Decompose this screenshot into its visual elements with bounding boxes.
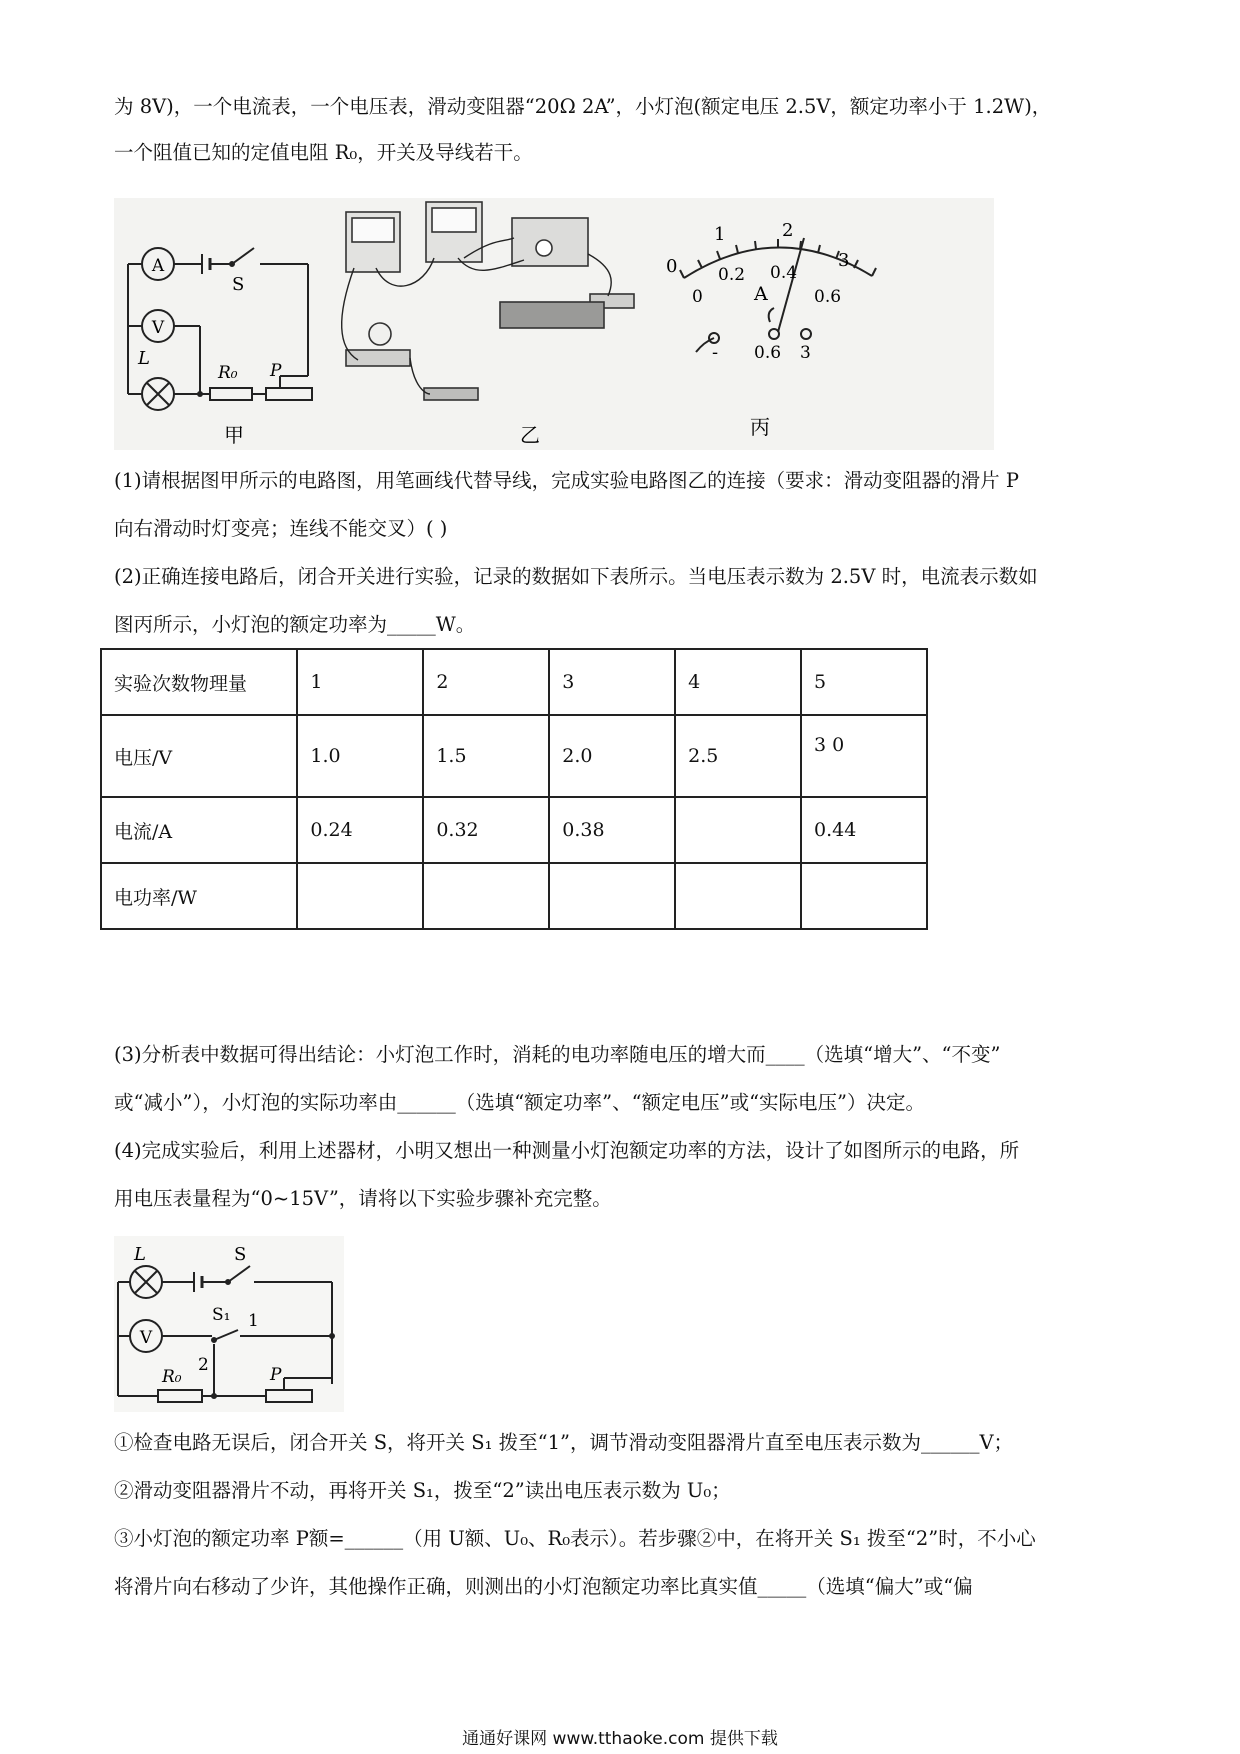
fig-q4-pos1-label: 1	[248, 1311, 259, 1331]
figure-strip	[114, 198, 994, 450]
fig-jia-switch-label: S	[232, 274, 245, 295]
dial-outer-1: 1	[714, 224, 726, 245]
step-2: ②滑动变阻器滑片不动，再将开关 S₁，拨至“2”读出电压表示数为 U₀；	[114, 1479, 731, 1502]
table-cell: 3 0	[801, 715, 927, 797]
fig-q4-lamp-label: L	[134, 1244, 146, 1265]
step-1: ①检查电路无误后，闭合开关 S，将开关 S₁ 拨至“1”，调节滑动变阻器滑片直至电压表示数为______V；	[114, 1431, 1014, 1454]
table-cell	[423, 863, 549, 929]
dial-outer-0: 0	[666, 256, 678, 277]
fig-jia-voltmeter-label: V	[151, 318, 165, 338]
table-cell: 4	[675, 649, 801, 715]
terminal-06: 0.6	[754, 343, 782, 363]
q4-line-2: 用电压表量程为“0~15V”，请将以下实验步骤补充完整。	[114, 1187, 612, 1210]
table-cell	[675, 797, 801, 863]
table-cell	[297, 863, 423, 929]
fig-q4-switch-label: S	[234, 1244, 247, 1265]
table-cell: 3	[549, 649, 675, 715]
q4-line-1: (4)完成实验后，利用上述器材，小明又想出一种测量小灯泡额定功率的方法，设计了如图所示的电路，所	[114, 1139, 1020, 1162]
table-cell: 2.0	[549, 715, 675, 797]
fig-jia-lamp-label: L	[138, 348, 150, 369]
dial-outer-3: 3	[838, 250, 850, 271]
resistor-device	[424, 388, 478, 400]
table-row	[101, 797, 927, 863]
q2-line-1: (2)正确连接电路后，闭合开关进行实验，记录的数据如下表所示。当电压表示数为 2.5V 时，电流表示数如	[114, 565, 1038, 588]
dial-unit: A	[754, 283, 768, 305]
table-cell: 电功率/W	[101, 863, 297, 929]
fig-jia-caption: 甲	[224, 423, 244, 447]
q2-line-2: 图丙所示，小灯泡的额定功率为_____W。	[114, 613, 476, 636]
fig-q4-pos2-label: 2	[198, 1355, 209, 1375]
fig-bing-caption: 丙	[750, 415, 770, 439]
terminal-minus: -	[712, 342, 719, 363]
q1-line-2: 向右滑动时灯变亮；连线不能交叉）( )	[114, 517, 448, 540]
fig-jia-slider-label: P	[270, 361, 282, 381]
table-cell: 5	[801, 649, 927, 715]
fig-jia-ammeter-label: A	[151, 256, 165, 276]
step-3-line-1: ③小灯泡的额定功率 P额=______（用 U额、U₀、R₀表示）。若步骤②中，在将开关 S₁ 拨至“2”时，不小心	[114, 1527, 1036, 1550]
bulb-icon	[369, 323, 391, 345]
data-table	[100, 648, 928, 930]
intro-line-1: 为 8V)，一个电流表，一个电压表，滑动变阻器“20Ω 2A”，小灯泡(额定电压 2.5V，额定功率小于 1.2W)，	[114, 95, 1052, 118]
table-row	[101, 715, 927, 797]
fig-q4-switch2-label: S₁	[212, 1305, 231, 1325]
fig-jia-resistor-label: R₀	[218, 363, 238, 383]
dial-inner-2: 0.4	[770, 263, 798, 283]
fig-q4-slider-label: P	[270, 1365, 282, 1385]
table-cell: 0.44	[801, 797, 927, 863]
table-cell	[549, 863, 675, 929]
fig-yi-caption: 乙	[520, 423, 540, 447]
step-3-line-2: 将滑片向右移动了少许，其他操作正确，则测出的小灯泡额定功率比真实值_____（选填“偏大”或“偏	[114, 1575, 973, 1598]
q3-line-1: (3)分析表中数据可得出结论：小灯泡工作时，消耗的电功率随电压的增大而____（选填“增大”、“不变”	[114, 1043, 1001, 1066]
table-cell: 1.5	[423, 715, 549, 797]
dial-inner-1: 0.2	[718, 265, 746, 285]
intro-line-2: 一个阻值已知的定值电阻 R₀，开关及导线若干。	[114, 141, 533, 164]
dial-inner-3: 0.6	[814, 287, 842, 307]
table-cell: 2.5	[675, 715, 801, 797]
table-cell: 2	[423, 649, 549, 715]
dial-outer-2: 2	[782, 220, 794, 241]
footer-watermark: 通通好课网 www.tthaoke.com 提供下载	[462, 1729, 778, 1749]
table-cell: 0.24	[297, 797, 423, 863]
table-cell: 0.32	[423, 797, 549, 863]
table-cell: 实验次数物理量	[101, 649, 297, 715]
table-cell: 1	[297, 649, 423, 715]
table-row	[101, 863, 927, 929]
fig-q4-voltmeter-label: V	[139, 1328, 153, 1348]
table-cell: 电压/V	[101, 715, 297, 797]
dial-inner-0: 0	[692, 287, 703, 307]
table-cell	[801, 863, 927, 929]
q1-line-1: (1)请根据图甲所示的电路图，用笔画线代替导线，完成实验电路图乙的连接（要求：滑动变阻器的滑片 P	[114, 469, 1019, 492]
rheostat-device	[500, 302, 604, 328]
q3-line-2: 或“减小”），小灯泡的实际功率由______（选填“额定功率”、“额定电压”或“实际电压”）决定。	[114, 1091, 926, 1114]
fig-q4-resistor-label: R₀	[162, 1367, 182, 1387]
table-row	[101, 649, 927, 715]
table-cell: 1.0	[297, 715, 423, 797]
table-cell: 0.38	[549, 797, 675, 863]
terminal-3: 3	[800, 343, 811, 363]
table-cell: 电流/A	[101, 797, 297, 863]
table-cell	[675, 863, 801, 929]
circuit-q4	[114, 1236, 344, 1412]
